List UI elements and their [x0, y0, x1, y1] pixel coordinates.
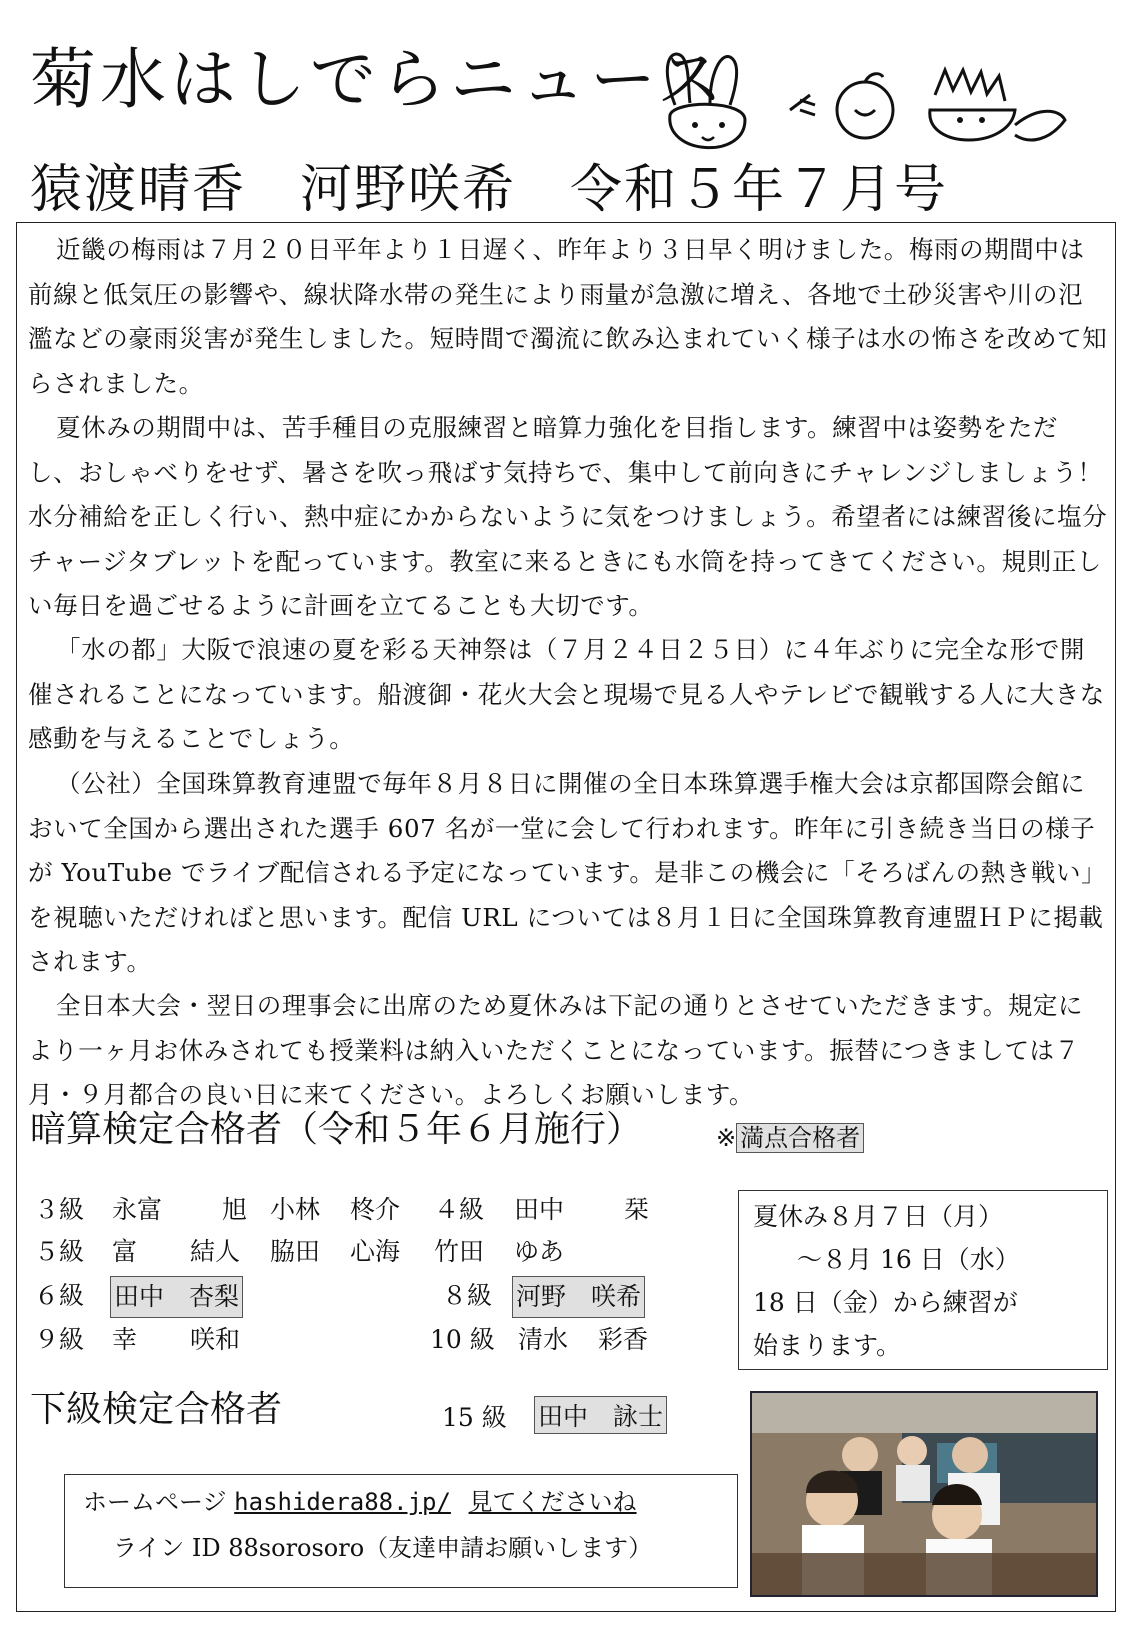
paragraph-rainy-season: 近畿の梅雨は７月２０日平年より１日遅く、昨年より３日早く明けました。梅雨の期間中は前線と低気圧の影響や、線状降水帯の発生により雨量が急激に増え、各地で土砂災害や川の氾濫などの豪雨災害が発生しました。短時間で濁流に飲み込まれていく様子は水の怖さを改めて知らされました。	[28, 235, 1108, 398]
homepage-link[interactable]: hashidera88.jp/	[234, 1488, 451, 1516]
name-given: 栞	[624, 1195, 650, 1224]
newsletter-byline: 猿渡晴香 河野咲希 令和５年７月号	[30, 160, 949, 220]
paragraph-tenjin-festival: 「水の都」大阪で浪速の夏を彩る天神祭は（７月２４日２５日）に４年ぶりに完全な形で開催されることになっています。船渡御・花火大会と現場で見る人やテレビで観戦する人に大きな感動を与えることでしょう。	[28, 635, 1105, 753]
note-prefix: ※	[716, 1124, 737, 1152]
lower-grade-heading: 下級検定合格者	[30, 1389, 283, 1430]
name-family: 永富	[112, 1195, 163, 1224]
name-family: 脇田	[270, 1237, 321, 1266]
name-family: 竹田	[434, 1237, 485, 1266]
students-photo-image	[752, 1393, 1096, 1595]
name-given: ゆあ	[514, 1237, 565, 1266]
students-photo	[750, 1391, 1098, 1597]
paragraph-championship: （公社）全国珠算教育連盟で毎年８月８日に開催の全日本珠算選手権大会は京都国際会館において全国から選出された選手 607 名が一堂に会して行われます。昨年に引き続き当日の様子が YouTube でライブ配信される予定になっています。是非この機会に「そろばんの熱き戦い」を視聴いただければと思います。配信 URL については８月１日に全国珠算教育連盟ＨＰに掲載されます。	[28, 769, 1107, 976]
summer-holiday-box	[738, 1190, 1108, 1370]
name-family: 小林	[270, 1195, 321, 1224]
holiday-line: 夏休み８月７日（月）	[753, 1202, 1004, 1231]
paragraph-holiday-notice: 全日本大会・翌日の理事会に出席のため夏休みは下記の通りとさせていただきます。規定により一ヶ月お休みされても授業料は納入いただくことになっています。振替につきましては７月・９月都合の良い日に来てください。よろしくお願いします。	[28, 991, 1084, 1109]
name-family: 幸	[112, 1325, 138, 1354]
paragraph-summer-practice: 夏休みの期間中は、苦手種目の克服練習と暗算力強化を目指します。練習中は姿勢をただし、おしゃべりをせず、暑さを吹っ飛ばす気持ちで、集中して前向きにチャレンジしましょう！水分補給を正しく行い、熱中症にかからないように気をつけましょう。希望者には練習後に塩分チャージタブレットを配っています。教室に来るときにも水筒を持ってきてください。規則正しい毎日を過ごせるように計画を立てることも大切です。	[28, 413, 1108, 620]
grade-label: ３級	[34, 1195, 85, 1224]
perfect-score-label: 満点合格者	[736, 1123, 864, 1153]
name-family: 清水	[518, 1325, 569, 1354]
holiday-line: 18 日（金）から練習が	[753, 1288, 1018, 1317]
holiday-line: ～８月 16 日（水）	[797, 1245, 1020, 1274]
name-given: 柊介	[350, 1195, 401, 1224]
hedgehog-doodle-icon	[920, 50, 1070, 160]
apple-doodle-icon	[785, 70, 915, 150]
name-family: 田中	[514, 1195, 565, 1224]
name-given: 旭	[222, 1195, 248, 1224]
perfect-score-note	[716, 1118, 864, 1153]
name-given: 結人	[190, 1237, 241, 1266]
homepage-label: ホームページ	[83, 1488, 227, 1516]
anzan-results-heading: 暗算検定合格者（令和５年６月施行）	[30, 1109, 643, 1150]
name-family: 富	[112, 1237, 138, 1266]
grade-label: ６級	[34, 1281, 85, 1310]
contact-box	[64, 1474, 738, 1588]
perfect-score-name: 田中 詠士	[534, 1396, 667, 1434]
name-given: 心海	[350, 1237, 401, 1266]
homepage-suffix: 見てくださいね	[468, 1488, 637, 1516]
grade-label: ５級	[34, 1237, 85, 1266]
perfect-score-name: 田中 杏梨	[110, 1276, 243, 1318]
grade-label: ８級	[442, 1281, 493, 1310]
name-given: 彩香	[598, 1325, 649, 1354]
grade-label: 10 級	[430, 1325, 495, 1354]
name-given: 咲和	[190, 1325, 241, 1354]
holiday-line: 始まります。	[753, 1331, 902, 1360]
grade-label: ９級	[34, 1325, 85, 1354]
lower-grade-label: 15 級	[442, 1403, 507, 1432]
rabbit-doodle-icon	[650, 45, 780, 165]
line-id-text: ライン ID 88sorosoro（友達申請お願いします）	[113, 1534, 653, 1562]
grade-label: ４級	[434, 1195, 485, 1224]
perfect-score-name: 河野 咲希	[512, 1276, 645, 1318]
newsletter-title: 菊水はしでらニュース	[30, 41, 727, 118]
